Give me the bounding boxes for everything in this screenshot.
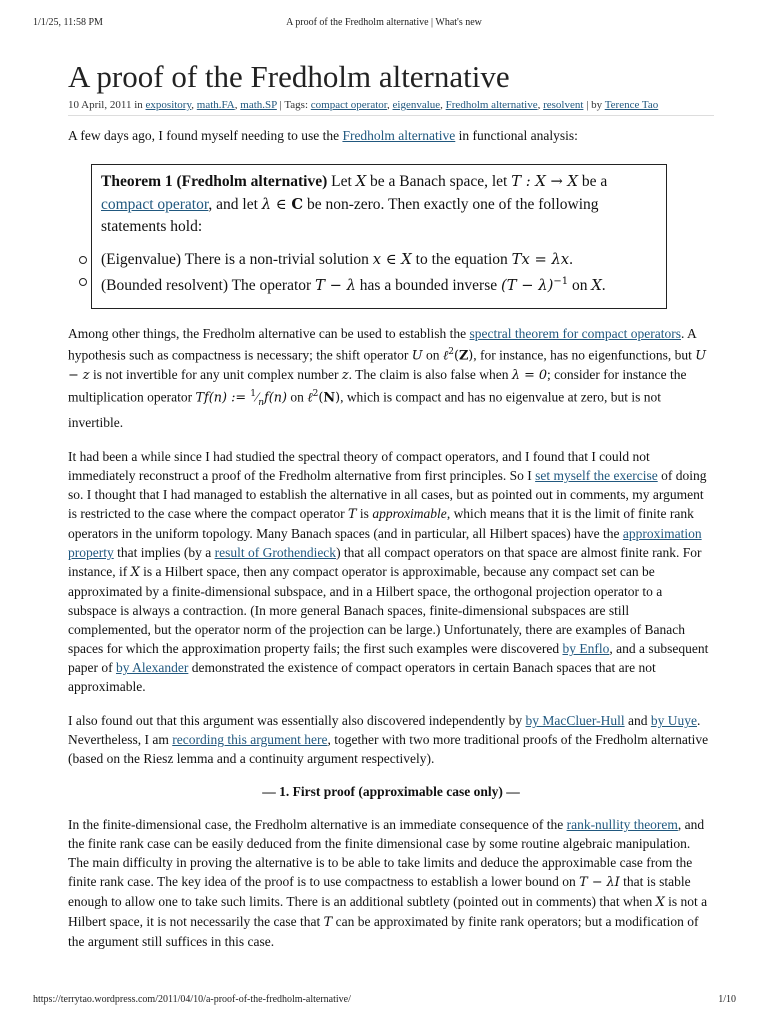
print-url: https://terrytao.wordpress.com/2011/04/10/a-proof-of-the-fredholm-alternative/	[33, 994, 351, 1005]
paragraph-first-proof: In the finite-dimensional case, the Fredholm alternative is an immediate consequence of the rank-nullity theorem, and the finite rank case can be easily deduced from the finite dimensional case by some routine algebraic manipulation. The main difficulty in proving the alternative is to be able to take limits and deduce the approximable case from the finite rank case. The key idea of the proof is to use compactness to establish a lower bound on T − λI that is stable enough to allow one to take such limits. There is an additional subtlety (pointed out in comments) that when X is not a Hilbert space, it is not necessarily the case that T can be approximated by finite rank operators; but a modification of the argument still suffices in this case.	[68, 817, 708, 950]
spectral-theorem-link[interactable]: spectral theorem for compact operators	[469, 325, 681, 341]
theorem-heading: Theorem 1 (Fredholm alternative)	[101, 173, 328, 191]
list-item: (Bounded resolvent) The operator T − λ has a bounded inverse $(T - \lambda)^{-1}$ on X.	[91, 271, 656, 298]
tag-link[interactable]: resolvent	[543, 98, 584, 111]
grothendieck-link[interactable]: result of Grothendieck	[214, 545, 337, 561]
author-link[interactable]: Terence Tao	[604, 98, 659, 111]
approximation-property-link[interactable]: approximation property	[68, 526, 702, 561]
circle-bullet-icon	[79, 278, 87, 286]
rank-nullity-link[interactable]: rank-nullity theorem	[566, 817, 678, 833]
section-heading: — 1. First proof (approximable case only) —	[262, 784, 520, 800]
tag-link[interactable]: eigenvalue	[392, 98, 441, 111]
theorem-statement: Theorem 1 (Fredholm alternative) Let X be a Banach space, let T : X → X be a compact operator, and let λ ∈ C be non-zero. Then exactly one of the following statements hold:	[101, 173, 608, 236]
set-myself-exercise-link[interactable]: set myself the exercise	[535, 468, 658, 484]
print-datetime: 1/1/25, 11:58 PM	[33, 17, 103, 28]
theorem-box	[91, 164, 667, 309]
tag-link[interactable]: Fredholm alternative	[445, 98, 538, 111]
post-date: 10 April, 2011	[68, 98, 132, 111]
tags-label: | Tags:	[279, 98, 309, 111]
maccluer-hull-link[interactable]: by MacCluer-Hull	[525, 713, 625, 729]
post-content	[68, 58, 714, 951]
fredholm-alternative-link[interactable]: Fredholm alternative	[342, 128, 456, 144]
list-item: (Eigenvalue) There is a non-trivial solution x ∈ X to the equation Tx = λx.	[91, 249, 656, 272]
circle-bullet-icon	[79, 256, 87, 264]
paragraph-background: It had been a while since I had studied the spectral theory of compact operators, and I found that I could not immediately reconstruct a proof of the Fredholm alternative from first principles. So I set myself the exercise of doing so. I thought that I had managed to establish the alternative in all cases, but as pointed out in comments, my argument is restricted to the case where the compact operator T is approximable, which means that it is the limit of finite rank operators in the uniform topology. Many Banach spaces (and in particular, all Hilbert spaces) have the approximation property that implies (by a result of Grothendieck) that all compact operators on that space are almost finite rank. For instance, if X is a Hilbert space, then any compact operator is approximable, because any compact set can be approximated by a finite-dimensional subspace, and in a Hilbert space, the orthogonal projection operator to a subspace is always a contraction. (In more general Banach spaces, finite-dimensional subspaces are still complemented, but the operator norm of the projection can be large.) Unfortunately, there are examples of Banach spaces for which the approximation property fails; the first such examples were discovered by Enflo, and a subsequent paper of by Alexander demonstrated the existence of compact operators in certain Banach spaces that are not approximable.	[68, 449, 709, 695]
post-meta: 10 April, 2011 in expository, math.FA, math.SP | Tags: compact operator, eigenvalue, Fredholm alternative, resolvent | by Terence Tao	[68, 97, 714, 116]
recording-argument-link[interactable]: recording this argument here	[172, 732, 328, 748]
theorem-alternatives	[91, 249, 656, 298]
post-title: A proof of the Fredholm alternative	[68, 59, 510, 94]
compact-operator-link[interactable]: compact operator	[101, 195, 209, 213]
meta-in: in	[134, 98, 143, 111]
by-label: | by	[586, 98, 603, 111]
category-link[interactable]: math.FA	[196, 98, 235, 111]
print-page-number: 1/10	[718, 994, 736, 1005]
paragraph-independent: I also found out that this argument was essentially also discovered independently by by MacCluer-Hull and by Uuye. Nevertheless, I am recording this argument here, together with two more traditional proofs of the Fredholm alternative (based on the Riesz lemma and a continuity argument respectively).	[68, 713, 709, 767]
paragraph-spectral: Among other things, the Fredholm alternative can be used to establish the spectral theorem for compact operators. A hypothesis such as compactness is necessary; the shift operator U on ℓ$^2$(Z), for instance, has no eigenfunctions, but U − z is not invertible for any unit complex number z. The claim is also false when λ = 0; consider for instance the multiplication operator Tf(n) := $^1⁄_nf(n)$ on ℓ$^2$(N), which is compact and has no eigenvalue at zero, but is not invertible.	[68, 325, 707, 431]
tag-link[interactable]: compact operator	[310, 98, 387, 111]
category-link[interactable]: math.SP	[240, 98, 277, 111]
uuye-link[interactable]: by Uuye	[650, 713, 697, 729]
intro-paragraph: A few days ago, I found myself needing to use the Fredholm alternative in functional analysis:	[68, 128, 578, 144]
print-page-title: A proof of the Fredholm alternative | What's new	[286, 17, 482, 28]
category-link[interactable]: expository	[145, 98, 192, 111]
enflo-link[interactable]: by Enflo	[562, 641, 610, 657]
alexander-link[interactable]: by Alexander	[115, 660, 189, 676]
